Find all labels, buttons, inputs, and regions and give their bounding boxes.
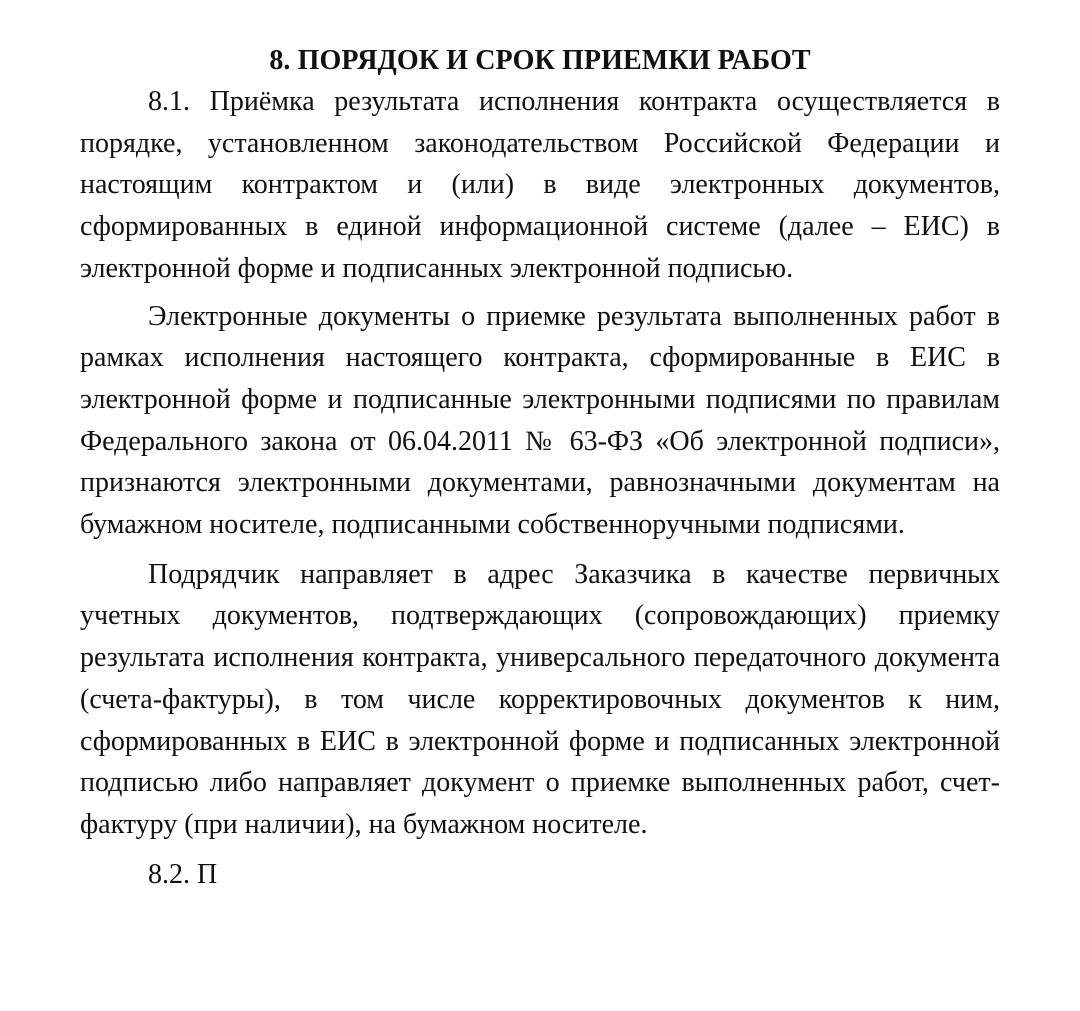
paragraph-contractor-sends: Подрядчик направляет в адрес Заказчика в качестве первичных учетных документов, подтверждающих (сопровождающих) приемку результата исполнения контракта, универсального передаточного документа (счета-фактуры), в том числе корректировочных документов к ним, сформированных в ЕИС в электронной форме и подписанных электронной подписью либо направляет документ о приемке выполненных работ, счет-фактуру (при наличии), на бумажном носителе.	[80, 558, 1000, 840]
paragraph-8-1: 8.1. Приёмка результата исполнения контракта осуществляется в порядке, установленном законодательством Российской Федерации и настоящим контрактом и (или) в виде электронных документов, сформированных в единой информационной системе (далее – ЕИС) в электронной форме и подписанных электронной подписью.	[80, 86, 1000, 284]
paragraph-electronic-documents: Электронные документы о приемке результата выполненных работ в рамках исполнения настоящего контракта, сформированные в ЕИС в электронной форме и подписанные электронными подписями по правилам Федерального закона от 06.04.2011 № 63-ФЗ «Об электронной подписи», признаются электронными документами, равнозначными документам на бумажном носителе, подписанными собственноручными подписями.	[80, 300, 1000, 541]
document-page	[80, 40, 1000, 895]
section-heading: 8. ПОРЯДОК И СРОК ПРИЕМКИ РАБОТ	[269, 45, 811, 76]
paragraph-8-2-partial: 8.2. П	[148, 858, 218, 890]
